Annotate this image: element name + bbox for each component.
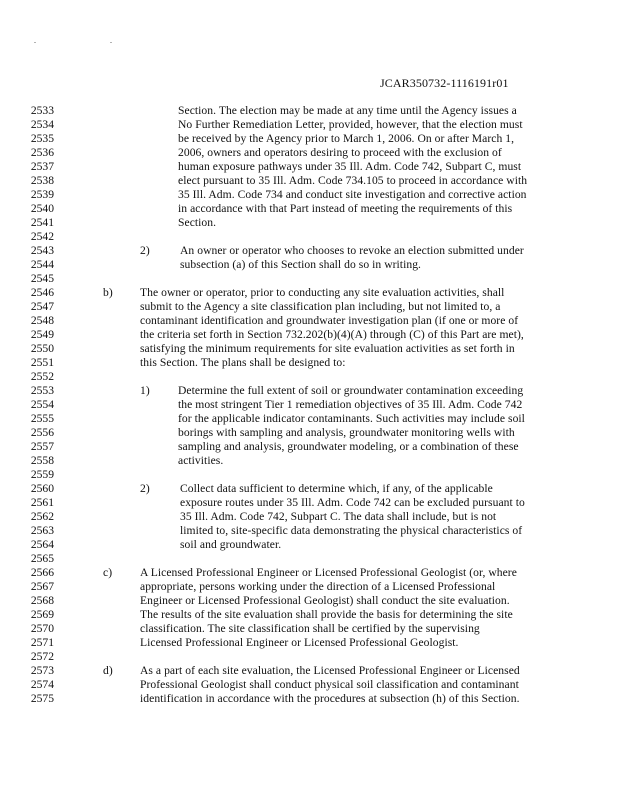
line-number: 2551 — [30, 356, 54, 369]
body-text-line: 35 Ill. Adm. Code 742, Subpart C. The data shall include, but is not — [180, 510, 497, 523]
body-text-line: Determine the full extent of soil or groundwater contamination exceeding — [178, 384, 524, 397]
body-text-line: The owner or operator, prior to conducting any site evaluation activities, shall — [140, 286, 505, 299]
body-text-line: submit to the Agency a site classification plan including, but not limited to, a — [140, 300, 501, 313]
body-text-line: in accordance with that Part instead of meeting the requirements of this — [178, 202, 513, 215]
line-number: 2546 — [30, 286, 54, 299]
line-number: 2571 — [30, 636, 54, 649]
body-text-line: As a part of each site evaluation, the Licensed Professional Engineer or Licensed — [140, 664, 520, 677]
body-text-line: Section. The election may be made at any time until the Agency issues a — [178, 104, 517, 117]
line-number: 2550 — [30, 342, 54, 355]
body-text-line: Licensed Professional Engineer or Licensed Professional Geologist. — [140, 636, 459, 649]
line-number: 2564 — [30, 538, 54, 551]
line-number: 2570 — [30, 622, 54, 635]
line-number: 2533 — [30, 104, 54, 117]
line-number: 2566 — [30, 566, 54, 579]
body-text-line: An owner or operator who chooses to revoke an election submitted under — [180, 244, 524, 257]
body-text-line: Collect data sufficient to determine which, if any, of the applicable — [180, 482, 493, 495]
body-text-line: satisfying the minimum requirements for site evaluation activities as set forth in — [140, 342, 515, 355]
line-number: 2552 — [30, 370, 54, 383]
line-number: 2562 — [30, 510, 54, 523]
body-text-line: elect pursuant to 35 Ill. Adm. Code 734.105 to proceed in accordance with — [178, 174, 528, 187]
line-number: 2563 — [30, 524, 54, 537]
line-number: 2569 — [30, 608, 54, 621]
body-text-line: human exposure pathways under 35 Ill. Adm. Code 742, Subpart C, must — [178, 160, 522, 173]
body-text-line: A Licensed Professional Engineer or Licensed Professional Geologist (or, where — [140, 566, 517, 579]
line-number: 2567 — [30, 580, 54, 593]
line-number: 2548 — [30, 314, 54, 327]
line-number: 2555 — [30, 412, 54, 425]
body-text-line: subsection (a) of this Section shall do so in writing. — [180, 258, 421, 271]
body-text-line: for the applicable indicator contaminants. Such activities may include soil — [178, 412, 525, 425]
body-text-line: appropriate, persons working under the direction of a Licensed Professional — [140, 580, 496, 593]
body-text-line: identification in accordance with the procedures at subsection (h) of this Section. — [140, 692, 520, 705]
line-number: 2556 — [30, 426, 54, 439]
body-text-line: the most stringent Tier 1 remediation objectives of 35 Ill. Adm. Code 742 — [178, 398, 523, 411]
line-number: 2549 — [30, 328, 54, 341]
subsection-label: b) — [103, 286, 113, 299]
body-text-line: 2006, owners and operators desiring to proceed with the exclusion of — [178, 146, 502, 159]
subsection-label: c) — [103, 566, 113, 579]
line-number: 2568 — [30, 594, 54, 607]
body-text-line: contaminant identification and groundwater investigation plan (if one or more of — [140, 314, 519, 327]
line-number: 2558 — [30, 454, 54, 467]
subsection-label: d) — [103, 664, 113, 677]
line-number: 2545 — [30, 272, 54, 285]
line-number: 2539 — [30, 188, 54, 201]
line-number: 2574 — [30, 678, 54, 691]
body-text-line: this Section. The plans shall be designed to: — [140, 356, 346, 369]
line-number: 2553 — [30, 384, 54, 397]
line-number: 2534 — [30, 118, 54, 131]
subsection-label: 1) — [140, 384, 150, 397]
body-text-line: Section. — [178, 216, 217, 229]
line-number: 2536 — [30, 146, 54, 159]
body-text-line: No Further Remediation Letter, provided, however, that the election must — [178, 118, 523, 131]
line-number: 2565 — [30, 552, 54, 565]
body-text-line: The results of the site evaluation shall provide the basis for determining the site — [140, 608, 513, 621]
line-number: 2575 — [30, 692, 54, 705]
body-text-line: borings with sampling and analysis, groundwater monitoring wells with — [178, 426, 515, 439]
line-number: 2538 — [30, 174, 54, 187]
line-number: 2537 — [30, 160, 54, 173]
line-number: 2544 — [30, 258, 54, 271]
subsection-label: 2) — [140, 482, 150, 495]
body-text-line: sampling and analysis, groundwater modeling, or a combination of these — [178, 440, 519, 453]
body-text-line: 35 Ill. Adm. Code 734 and conduct site investigation and corrective action — [178, 188, 527, 201]
line-number: 2560 — [30, 482, 54, 495]
body-text-line: soil and groundwater. — [180, 538, 282, 551]
line-number: 2547 — [30, 300, 54, 313]
body-text-line: Professional Geologist shall conduct physical soil classification and contaminant — [140, 678, 519, 691]
line-number: 2561 — [30, 496, 54, 509]
line-number: 2540 — [30, 202, 54, 215]
body-text-line: activities. — [178, 454, 224, 467]
body-text-line: be received by the Agency prior to March 1, 2006. On or after March 1, — [178, 132, 515, 145]
body-text-line: the criteria set forth in Section 732.202(b)(4)(A) through (C) of this Part are met), — [140, 328, 524, 341]
page-marks: . . — [34, 36, 148, 45]
line-number: 2535 — [30, 132, 54, 145]
body-text-line: exposure routes under 35 Ill. Adm. Code 742 can be excluded pursuant to — [180, 496, 525, 509]
document-id-header: JCAR350732-1116191r01 — [380, 76, 509, 90]
line-number: 2543 — [30, 244, 54, 257]
line-number: 2557 — [30, 440, 54, 453]
line-number: 2559 — [30, 468, 54, 481]
line-number: 2572 — [30, 650, 54, 663]
subsection-label: 2) — [140, 244, 150, 257]
line-number: 2541 — [30, 216, 54, 229]
body-text-line: Engineer or Licensed Professional Geologist) shall conduct the site evaluation. — [140, 594, 510, 607]
body-text-line: limited to, site-specific data demonstrating the physical characteristics of — [180, 524, 523, 537]
line-number: 2573 — [30, 664, 54, 677]
line-number: 2542 — [30, 230, 54, 243]
line-number: 2554 — [30, 398, 54, 411]
body-text-line: classification. The site classification shall be certified by the supervising — [140, 622, 480, 635]
